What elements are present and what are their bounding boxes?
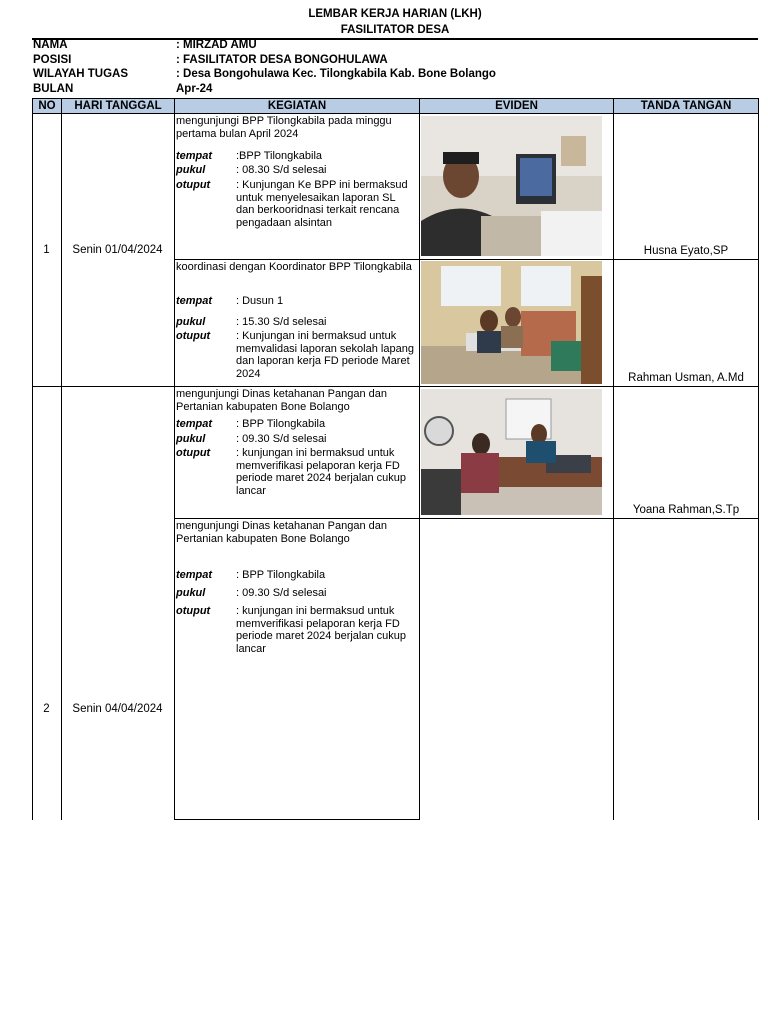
output-key: otuput [176, 330, 211, 342]
tempat-value: : BPP Tilongkabila [236, 418, 326, 430]
output-value: : kunjungan ini bermaksud untuk memverifikasi pelaporan kerja FD periode maret 2024 berjalan cukup lancar [236, 605, 407, 655]
tempat-value: : Dusun 1 [236, 295, 284, 307]
tempat-value: :BPP Tilongkabila [236, 150, 323, 162]
pukul-value: : 08.30 S/d selesai [236, 164, 327, 176]
row-date: Senin 04/04/2024 [72, 703, 163, 715]
output-key: otuput [176, 605, 211, 617]
nama-label: NAMA [33, 39, 68, 51]
signature-name: Rahman Usman, A.Md [628, 372, 744, 384]
col-header-no: NO [33, 99, 61, 113]
tempat-key: tempat [176, 569, 213, 581]
row-date: Senin 01/04/2024 [72, 244, 163, 256]
tempat-key: tempat [176, 418, 213, 430]
posisi-value: : FASILITATOR DESA BONGOHULAWA [176, 54, 388, 66]
doc-title: LEMBAR KERJA HARIAN (LKH) [308, 8, 482, 20]
signature-name: Yoana Rahman,S.Tp [632, 504, 740, 516]
pukul-value: : 15.30 S/d selesai [236, 316, 327, 328]
tempat-key: tempat [176, 295, 213, 307]
signature-name: Husna Eyato,SP [643, 245, 729, 257]
activity-text: mengunjungi Dinas ketahanan Pangan dan Pertanian kabupaten Bone Bolango [176, 520, 387, 545]
output-key: otuput [176, 179, 211, 191]
activity-text: koordinasi dengan Koordinator BPP Tilongkabila [176, 261, 412, 273]
activity-text: mengunjungi Dinas ketahanan Pangan dan Pertanian kabupaten Bone Bolango [176, 388, 387, 413]
posisi-label: POSISI [33, 54, 72, 66]
output-value: : Kunjungan Ke BPP ini bermaksud untuk menyelesaikan laporan SL dan berkooridnasi terkait rencana pengadaan alsintan [236, 179, 408, 229]
row-number: 2 [43, 703, 50, 715]
col-header-date: HARI TANGGAL [62, 99, 174, 113]
nama-value: : MIRZAD AMU [176, 39, 257, 51]
pukul-key: pukul [176, 164, 206, 176]
pukul-key: pukul [176, 587, 206, 599]
doc-subtitle: FASILITATOR DESA [340, 24, 450, 36]
output-key: otuput [176, 447, 211, 459]
activity-text: mengunjungi BPP Tilongkabila pada minggu pertama bulan April 2024 [176, 115, 392, 140]
wilayah-value: : Desa Bongohulawa Kec. Tilongkabila Kab. Bone Bolango [176, 68, 496, 80]
pukul-value: : 09.30 S/d selesai [236, 587, 327, 599]
tempat-value: : BPP Tilongkabila [236, 569, 326, 581]
output-value: : kunjungan ini bermaksud untuk memverifikasi pelaporan kerja FD periode maret 2024 berjalan cukup lancar [236, 447, 407, 497]
evidence-photo [421, 389, 602, 515]
title-rule [32, 38, 758, 40]
row-number: 1 [43, 244, 50, 256]
pukul-key: pukul [176, 433, 206, 445]
col-header-tanda: TANDA TANGAN [614, 99, 758, 113]
evidence-photo [421, 261, 602, 384]
output-value: : Kunjungan ini bermaksud untuk memvalidasi laporan sekolah lapang dan laporan kerja FD periode Maret 2024 [236, 330, 414, 380]
col-header-kegiatan: KEGIATAN [175, 99, 419, 113]
bulan-label: BULAN [33, 83, 74, 95]
col-header-eviden: EVIDEN [420, 99, 613, 113]
tempat-key: tempat [176, 150, 213, 162]
wilayah-label: WILAYAH TUGAS [33, 68, 128, 80]
pukul-value: : 09.30 S/d selesai [236, 433, 327, 445]
evidence-photo [421, 116, 602, 256]
pukul-key: pukul [176, 316, 206, 328]
bulan-value: Apr-24 [176, 83, 213, 95]
